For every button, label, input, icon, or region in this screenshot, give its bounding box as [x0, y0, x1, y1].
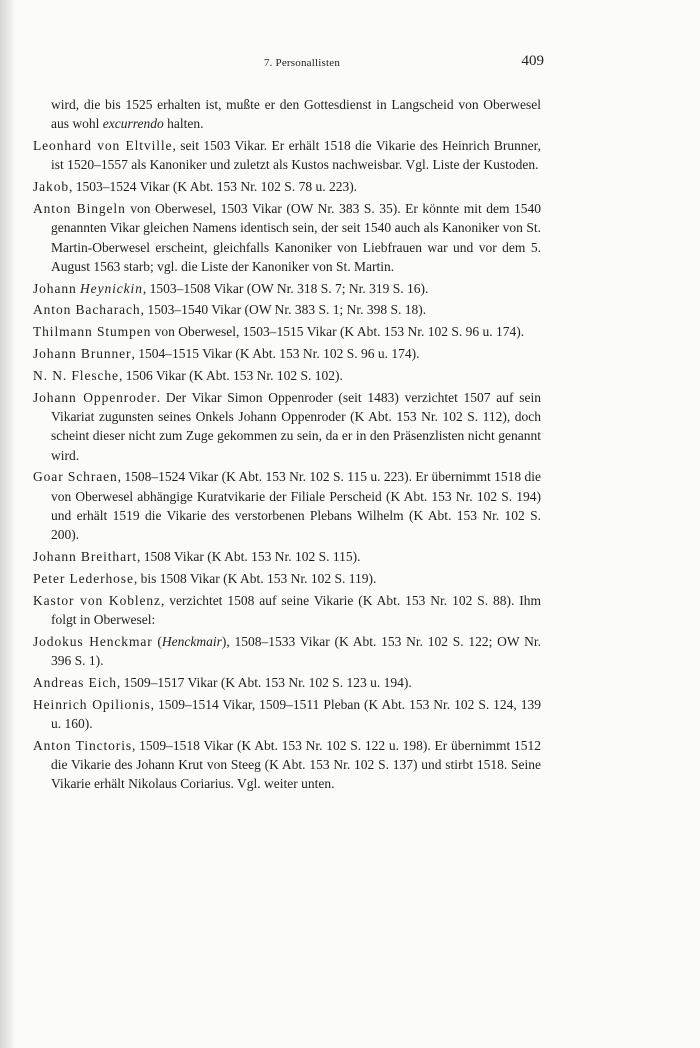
entry-heinrich-opilionis: Heinrich Opilionis, 1509–1514 Vikar, 1509–1511 Pleban (K Abt. 153 Nr. 102 S. 124, 139 u. 160).: [33, 696, 541, 731]
entry-thilmann-stumpen: Thilmann Stumpen von Oberwesel, 1503–1515 Vikar (K Abt. 153 Nr. 102 S. 96 u. 174).: [33, 324, 525, 340]
entry-johann-breithart: Johann Breithart, 1508 Vikar (K Abt. 153 Nr. 102 S. 115).: [33, 549, 361, 565]
person-surname: Heynickin: [80, 280, 143, 296]
person-name: Thilmann Stumpen: [33, 324, 152, 340]
person-name: N. N. Flesche: [33, 368, 119, 383]
entry-andreas-eich: Andreas Eich, 1509–1517 Vikar (K Abt. 153 Nr. 102 S. 123 u. 194).: [33, 674, 412, 690]
continuation-paragraph: wird, die bis 1525 erhalten ist, mußte er den Gottesdienst in Langscheid von Oberwesel aus wohl excurrendo halten.: [51, 97, 541, 132]
person-name: Anton Bingeln: [33, 201, 126, 217]
body-text: [33, 95, 541, 796]
person-name: Johann Breithart: [33, 549, 138, 565]
person-name: Kastor von Koblenz: [33, 592, 161, 608]
entry-jodokus-henckmar: Jodokus Henckmar (Henckmair), 1508–1533 Vikar (K Abt. 153 Nr. 102 S. 122; OW Nr. 396 S. 1).: [33, 633, 542, 669]
person-name: Heinrich Opilionis: [33, 696, 151, 712]
entry-nn-flesche: N. N. Flesche, 1506 Vikar (K Abt. 153 Nr. 102 S. 102).: [33, 368, 343, 383]
person-name: Goar Schraen: [33, 469, 118, 485]
entry-anton-bacharach: Anton Bacharach, 1503–1540 Vikar (OW Nr. 383 S. 1; Nr. 398 S. 18).: [33, 302, 427, 318]
person-name: Leonhard von Eltville: [33, 138, 173, 154]
person-name: Johann Oppenroder: [33, 389, 157, 405]
person-name: Johann Brunner: [33, 346, 132, 362]
person-name: Anton Bacharach: [33, 302, 141, 318]
entry-jakob: Jakob, 1503–1524 Vikar (K Abt. 153 Nr. 102 S. 78 u. 223).: [33, 179, 358, 195]
person-name: Johann: [33, 280, 77, 296]
entry-johann-brunner: Johann Brunner, 1504–1515 Vikar (K Abt. 153 Nr. 102 S. 96 u. 174).: [33, 346, 420, 362]
entry-johann-heynickin: Johann Heynickin, 1503–1508 Vikar (OW Nr. 318 S. 7; Nr. 319 S. 16).: [33, 280, 429, 296]
page-gutter-shadow: [0, 0, 16, 1048]
entry-anton-tinctoris: Anton Tinctoris, 1509–1518 Vikar (K Abt. 153 Nr. 102 S. 122 u. 198). Er übernimmt 1512 die Vikarie des Johann Krut von Steeg (K Abt. 153 Nr. 102 S. 137) und stirbt 1518. Seine Vikarie erhält Nikolaus Coriarius. Vgl. weiter unten.: [33, 737, 541, 792]
person-name: Anton Tinctoris: [33, 737, 133, 753]
entry-goar-schraen: Goar Schraen, 1508–1524 Vikar (K Abt. 153 Nr. 102 S. 115 u. 223). Er übernimmt 1518 die von Oberwesel abhängige Kuratvikarie der Filiale Perscheid (K Abt. 153 Nr. 102 S. 194) und erhält 1519 die Vikarie des verstorbenen Plebans Wilhelm (K Abt. 153 Nr. 102 S. 200).: [33, 469, 541, 543]
entry-kastor-von-koblenz: Kastor von Koblenz, verzichtet 1508 auf seine Vikarie (K Abt. 153 Nr. 102 S. 88). Ihm folgt in Oberwesel:: [33, 592, 541, 627]
entry-anton-bingeln: Anton Bingeln von Oberwesel, 1503 Vikar (OW Nr. 383 S. 35). Er könnte mit dem 1540 genannten Vikar gleichen Namens identisch sein, der seit 1540 auch als Kanoniker von St. Martin-Oberwesel erscheint, gleichfalls Kanoniker von Liebfrauen war und vor dem 5. August 1563 starb; vgl. die Liste der Kanoniker von St. Martin.: [33, 201, 541, 274]
person-name: Peter Lederhose: [33, 570, 134, 586]
entry-peter-lederhose: Peter Lederhose, bis 1508 Vikar (K Abt. 153 Nr. 102 S. 119).: [33, 570, 377, 586]
person-name: Jakob: [33, 179, 69, 195]
entry-johann-oppenroder: Johann Oppenroder. Der Vikar Simon Oppenroder (seit 1483) verzichtet 1507 auf sein Vikariat zugunsten seines Onkels Johann Oppenroder (K Abt. 153 Nr. 102 S. 112), doch scheint dieser nicht zum Zuge gekommen zu sein, da er in den Präsenzlisten nicht genannt wird.: [33, 389, 541, 463]
person-name: Andreas Eich: [33, 674, 117, 690]
running-title: 7. Personallisten: [263, 57, 341, 69]
running-header: [60, 53, 544, 75]
person-name: Jodokus Henckmar: [33, 633, 153, 649]
entry-leonhard-von-eltville: Leonhard von Eltville, seit 1503 Vikar. Er erhält 1518 die Vikarie des Heinrich Brunner, ist 1520–1557 als Kanoniker und zuletzt als Kustos nachweisbar. Vgl. Liste der Kustoden.: [33, 138, 542, 173]
page-number: 409: [521, 53, 544, 69]
